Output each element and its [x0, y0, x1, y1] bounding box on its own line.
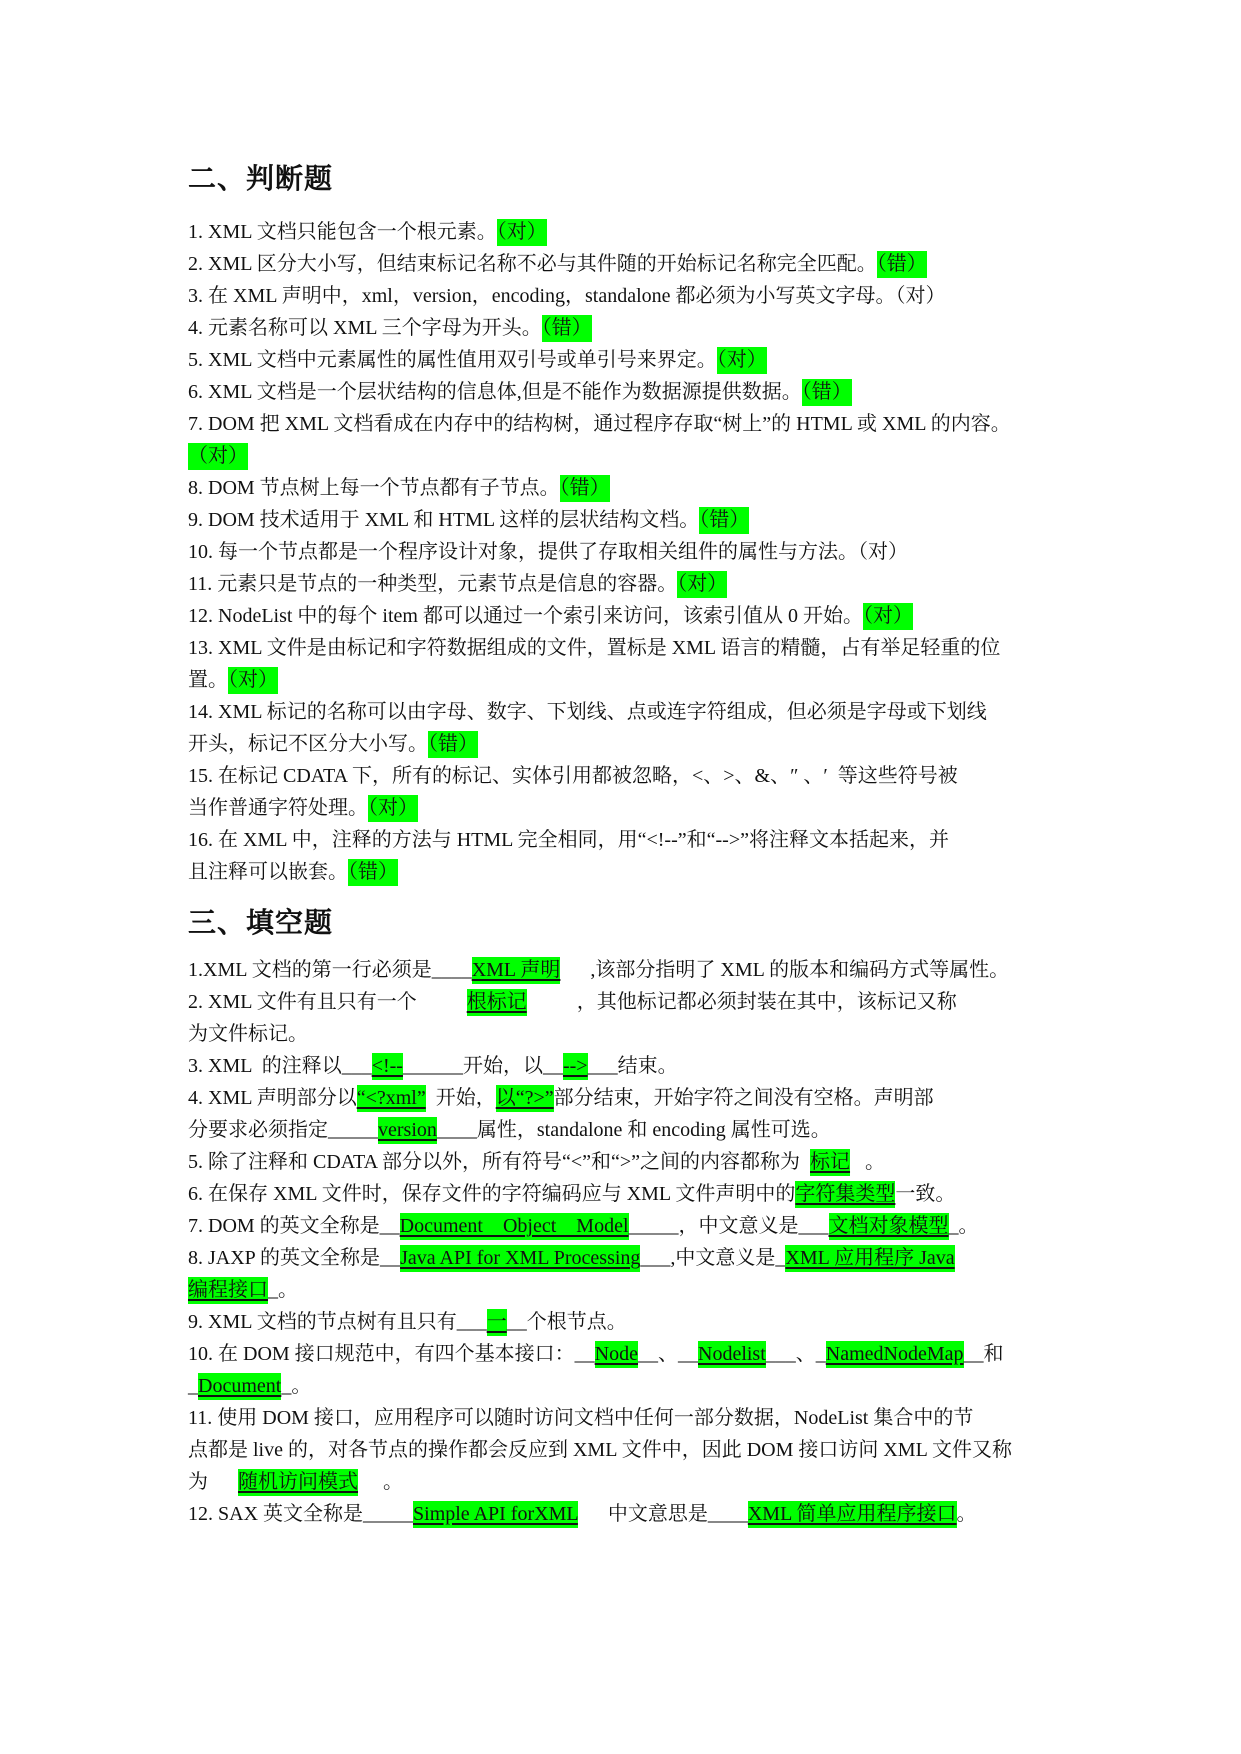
question-text: 7. DOM 把 XML 文档看成在内存中的结构树，通过程序存取“树上”的 HTML 或 XML 的内容。 [188, 413, 1011, 435]
question-text: 为 [188, 1471, 238, 1493]
question-text: __、__ [638, 1343, 698, 1365]
answer-highlight: Java API for XML Processing [400, 1245, 640, 1272]
item-line [188, 696, 1168, 728]
question-item [188, 1338, 1168, 1402]
answer-highlight: （对） [368, 795, 418, 822]
question-item [188, 954, 1168, 986]
answer-highlight: （对） [497, 219, 547, 246]
question-text: ___、_ [765, 1343, 826, 1365]
question-text: _。 [268, 1279, 298, 1301]
question-item [188, 216, 1168, 248]
item-line [188, 1434, 1168, 1466]
question-item [188, 1210, 1168, 1242]
question-text: ___结束。 [587, 1055, 678, 1077]
question-text: _。 [948, 1215, 979, 1237]
question-text: 1. XML 文档只能包含一个根元素。 [188, 221, 497, 243]
answer-highlight: 根标记 [467, 989, 527, 1016]
answer-highlight: XML 声明 [472, 957, 561, 984]
question-text: 部分结束，开始字符之间没有空格。声明部 [553, 1087, 934, 1109]
question-item [188, 1242, 1168, 1306]
question-text: 置。 [188, 669, 228, 691]
answer-highlight: XML 简单应用程序接口 [748, 1501, 957, 1528]
question-text: 。 [850, 1151, 886, 1173]
question-item [188, 376, 1168, 408]
answer-highlight: （对） [863, 603, 913, 630]
document-content [188, 160, 1168, 1530]
question-text: 4. 元素名称可以 XML 三个字母为开头。 [188, 317, 542, 339]
question-text: 5. XML 文档中元素属性的属性值用双引号或单引号来界定。 [188, 349, 717, 371]
question-text: ___,中文意义是_ [640, 1247, 786, 1269]
item-line [188, 216, 1168, 248]
question-text: 12. SAX 英文全称是_____ [188, 1503, 414, 1525]
question-text: 2. XML 区分大小写，但结束标记名称不必与其件随的开始标记名称完全匹配。 [188, 253, 877, 275]
item-line [188, 1114, 1168, 1146]
question-text: _____，中文意义是___ [628, 1215, 829, 1237]
question-text: 。 [358, 1471, 403, 1493]
item-line [188, 1274, 1168, 1306]
question-item [188, 408, 1168, 472]
question-item [188, 632, 1168, 696]
question-text: 当作普通字符处理。 [188, 797, 368, 819]
item-line [188, 1082, 1168, 1114]
question-text: 2. XML 文件有且只有一个 [188, 991, 467, 1013]
question-text: 16. 在 XML 中，注释的方法与 HTML 完全相同，用“<!--”和“-->”将注释文本括起来，并 [188, 829, 949, 851]
question-item [188, 1082, 1168, 1146]
item-line [188, 536, 1168, 568]
question-text: 3. XML 的注释以___ [188, 1055, 372, 1077]
question-text: 开头，标记不区分大小写。 [188, 733, 428, 755]
answer-highlight: （对） [188, 443, 248, 470]
item-line [188, 1178, 1168, 1210]
question-text: _ [188, 1375, 198, 1397]
answer-highlight: Nodelist [698, 1341, 766, 1368]
question-text: 开始， [425, 1087, 496, 1109]
question-text: 为文件标记。 [188, 1023, 308, 1045]
question-text: 4. XML 声明部分以 [188, 1087, 357, 1109]
answer-highlight: XML 应用程序 Java [785, 1245, 954, 1272]
question-text: 1.XML 文档的第一行必须是____ [188, 959, 472, 981]
item-line [188, 954, 1168, 986]
item-line [188, 600, 1168, 632]
question-text: 分要求必须指定_____ [188, 1119, 378, 1141]
item-line [188, 568, 1168, 600]
question-text: 12. NodeList 中的每个 item 都可以通过一个索引来访问，该索引值从 0 开始。 [188, 605, 863, 627]
answer-highlight: 随机访问模式 [238, 1469, 358, 1496]
item-line [188, 792, 1168, 824]
question-text: 5. 除了注释和 CDATA 部分以外，所有符号“<”和“>”之间的内容都称为 [188, 1151, 811, 1173]
item-line [188, 344, 1168, 376]
question-item [188, 1178, 1168, 1210]
question-text: __个根节点。 [506, 1311, 627, 1333]
section-heading: 二、判断题 [188, 164, 334, 195]
question-text: 15. 在标记 CDATA 下，所有的标记、实体引用都被忽略，<、>、&、″ 、′ 等这些符号被 [188, 765, 958, 787]
answer-highlight: Document [198, 1373, 281, 1400]
question-text: 11. 使用 DOM 接口，应用程序可以随时访问文档中任何一部分数据，NodeList 集合中的节 [188, 1407, 974, 1429]
question-text: 9. DOM 技术适用于 XML 和 HTML 这样的层状结构文档。 [188, 509, 700, 531]
answer-highlight: （对） [677, 571, 727, 598]
item-line [188, 1498, 1168, 1530]
question-text: __和 [963, 1343, 1004, 1365]
question-text: 7. DOM 的英文全称是__ [188, 1215, 400, 1237]
item-line [188, 376, 1168, 408]
answer-highlight: （错） [542, 315, 592, 342]
answer-highlight: （错） [560, 475, 610, 502]
question-item [188, 1306, 1168, 1338]
question-item [188, 280, 1168, 312]
item-line [188, 1146, 1168, 1178]
answer-highlight: 标记 [810, 1149, 850, 1176]
question-item [188, 472, 1168, 504]
item-line [188, 632, 1168, 664]
question-item [188, 696, 1168, 760]
item-line [188, 1466, 1168, 1498]
item-line [188, 1018, 1168, 1050]
item-line [188, 1402, 1168, 1434]
question-text: 14. XML 标记的名称可以由字母、数字、下划线、点或连字符组成，但必须是字母或下划线 [188, 701, 987, 723]
question-text: 点都是 live 的，对各节点的操作都会反应到 XML 文件中，因此 DOM 接口访问 XML 文件又称 [188, 1439, 1013, 1461]
question-item [188, 312, 1168, 344]
question-text: 3. 在 XML 声明中，xml，version，encoding，standalone 都必须为小写英文字母。（对） [188, 285, 946, 307]
answer-highlight: （错） [348, 859, 398, 886]
item-line [188, 1338, 1168, 1370]
question-text: 10. 每一个节点都是一个程序设计对象，提供了存取相关组件的属性与方法。（对） [188, 541, 908, 563]
answer-highlight: （错） [802, 379, 852, 406]
answer-highlight: Document Object Model [400, 1213, 629, 1240]
question-text: 8. DOM 节点树上每一个节点都有子节点。 [188, 477, 560, 499]
question-text: 8. JAXP 的英文全称是__ [188, 1247, 401, 1269]
question-text: 9. XML 文档的节点树有且只有___ [188, 1311, 487, 1333]
question-text: 6. 在保存 XML 文件时，保存文件的字符编码应与 XML 文件声明中的 [188, 1183, 796, 1205]
question-item [188, 536, 1168, 568]
answer-highlight: （错） [428, 731, 478, 758]
question-item [188, 1050, 1168, 1082]
question-text: 11. 元素只是节点的一种类型，元素节点是信息的容器。 [188, 573, 678, 595]
item-line [188, 728, 1168, 760]
item-line [188, 472, 1168, 504]
item-line [188, 1050, 1168, 1082]
answer-highlight: （对） [228, 667, 278, 694]
question-text: 6. XML 文档是一个层状结构的信息体,但是不能作为数据源提供数据。 [188, 381, 802, 403]
item-line [188, 1370, 1168, 1402]
item-line [188, 408, 1168, 440]
item-line [188, 1210, 1168, 1242]
question-item [188, 568, 1168, 600]
item-line [188, 440, 1168, 472]
question-item [188, 1498, 1168, 1530]
question-text: 中文意思是____ [577, 1503, 748, 1525]
question-item [188, 1402, 1168, 1498]
answer-highlight: NamedNodeMap [826, 1341, 964, 1368]
question-text: 10. 在 DOM 接口规范中，有四个基本接口：__ [188, 1343, 595, 1365]
question-text: _。 [281, 1375, 312, 1397]
question-item [188, 824, 1168, 888]
answer-highlight: （对） [717, 347, 767, 374]
answer-highlight: “<?xml” [357, 1085, 426, 1112]
item-line [188, 986, 1168, 1018]
judge-section [188, 160, 1168, 888]
item-line [188, 280, 1168, 312]
question-item [188, 760, 1168, 824]
item-line [188, 1242, 1168, 1274]
answer-highlight: 字符集类型 [795, 1181, 895, 1208]
fill-blank-section [188, 904, 1168, 1530]
item-line [188, 824, 1168, 856]
answer-highlight: （错） [877, 251, 927, 278]
question-item [188, 986, 1168, 1050]
answer-highlight: 一 [487, 1309, 507, 1336]
question-item [188, 504, 1168, 536]
answer-highlight: 文档对象模型 [829, 1213, 949, 1240]
item-line [188, 248, 1168, 280]
question-text: 。 [956, 1503, 977, 1525]
question-text: 且注释可以嵌套。 [188, 861, 348, 883]
answer-highlight: version [378, 1117, 437, 1144]
item-line [188, 312, 1168, 344]
answer-highlight: Simple API forXML [413, 1501, 578, 1528]
answer-highlight: Node [595, 1341, 638, 1368]
question-text: ______开始，以__ [402, 1055, 563, 1077]
item-line [188, 760, 1168, 792]
item-line [188, 856, 1168, 888]
section-heading: 三、填空题 [188, 908, 334, 939]
question-text: ,该部分指明了 XML 的版本和编码方式等属性。 [560, 959, 1010, 981]
item-line [188, 504, 1168, 536]
answer-highlight: <!-- [372, 1053, 403, 1080]
question-text: ，其他标记都必须封装在其中，该标记又称 [526, 991, 957, 1013]
question-text: ____属性，standalone 和 encoding 属性可选。 [436, 1119, 831, 1141]
question-text: 一致。 [895, 1183, 956, 1205]
answer-highlight: --> [563, 1053, 588, 1080]
question-item [188, 1146, 1168, 1178]
question-item [188, 248, 1168, 280]
question-item [188, 600, 1168, 632]
answer-highlight: 以“?>” [496, 1085, 554, 1112]
question-item [188, 344, 1168, 376]
item-line [188, 1306, 1168, 1338]
answer-highlight: （错） [699, 507, 749, 534]
answer-highlight: 编程接口 [188, 1277, 268, 1304]
question-text: 13. XML 文件是由标记和字符数据组成的文件，置标是 XML 语言的精髓，占有举足轻重的位 [188, 637, 1001, 659]
item-line [188, 664, 1168, 696]
